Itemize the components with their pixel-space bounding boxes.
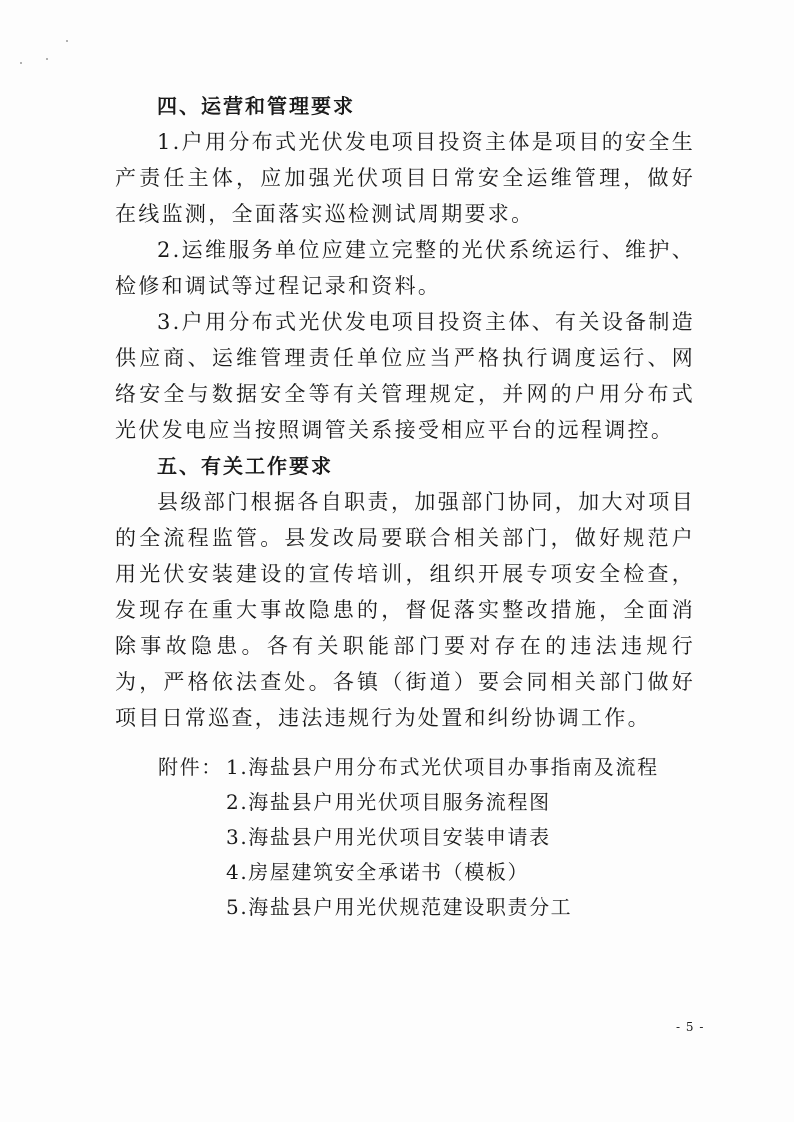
attachment-row [158,820,718,855]
paragraph-operations-3: 3.户用分布式光伏发电项目投资主体、有关设备制造供应商、运维管理责任单位应当严格执行调度运行、网络安全与数据安全等有关管理规定，并网的户用分布式光伏发电应当按照调管关系接受相应平台的远程调控。 [115,310,695,442]
paragraph-work-requirements: 县级部门根据各自职责，加强部门协同，加大对项目的全流程监管。县发改局要联合相关部门，做好规范户用光伏安装建设的宣传培训，组织开展专项安全检查，发现存在重大事故隐患的，督促落实整改措施，全面消除事故隐患。各有关职能部门要对存在的违法违规行为，严格依法查处。各镇（街道）要会同相关部门做好项目日常巡查，违法违规行为处置和纠纷协调工作。 [115,490,695,730]
page-number: - 5 - [676,1020,705,1034]
attachment-item: 5.海盐县户用光伏规范建设职责分工 [226,895,573,919]
attachment-row [158,750,718,785]
attachment-item: 1.海盐县户用分布式光伏项目办事指南及流程 [226,755,659,779]
attachment-row [158,785,718,820]
section-heading-operations: 四、运营和管理要求 [157,94,355,118]
attachments-label: 附件： [158,755,223,779]
scan-speck [20,62,22,64]
attachment-item: 3.海盐县户用光伏项目安装申请表 [226,825,551,849]
attachment-item: 2.海盐县户用光伏项目服务流程图 [226,790,551,814]
attachment-row [158,890,718,925]
scan-speck [46,58,48,60]
paragraph-operations-1: 1.户用分布式光伏发电项目投资主体是项目的安全生产责任主体，应加强光伏项目日常安全运维管理，做好在线监测，全面落实巡检测试周期要求。 [115,130,695,226]
paragraph-operations-2: 2.运维服务单位应建立完整的光伏系统运行、维护、检修和调试等过程记录和资料。 [115,238,695,298]
attachment-item: 4.房屋建筑安全承诺书（模板） [226,860,530,884]
scan-speck [66,40,68,42]
attachments-list [158,750,718,925]
attachment-row [158,855,718,890]
document-body [115,88,695,736]
section-heading-work-requirements: 五、有关工作要求 [157,454,333,478]
